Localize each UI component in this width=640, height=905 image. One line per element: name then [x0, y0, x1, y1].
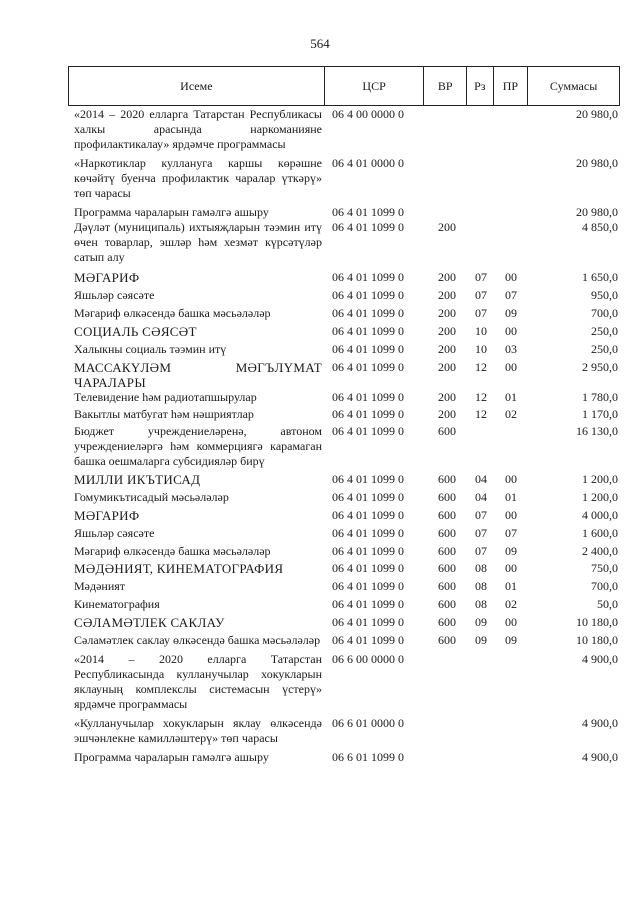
cell-sum: 1 200,0 — [582, 490, 618, 504]
cell-csr: 06 6 01 1099 0 — [332, 750, 404, 764]
header-vr: ВР — [424, 67, 466, 105]
cell-rz: 08 — [475, 579, 487, 593]
cell-vr: 600 — [438, 424, 456, 438]
cell-vr: 200 — [438, 288, 456, 302]
cell-pr: 00 — [505, 615, 517, 629]
cell-csr: 06 4 01 1099 0 — [332, 407, 404, 421]
cell-name: Мәгариф өлкәсендә башка мәсьәләләр — [74, 544, 271, 558]
cell-pr: 02 — [505, 597, 517, 611]
table-row — [68, 342, 620, 357]
cell-vr: 600 — [438, 526, 456, 540]
cell-rz: 08 — [475, 561, 487, 575]
cell-rz: 07 — [475, 306, 487, 320]
cell-csr: 06 4 01 1099 0 — [332, 526, 404, 540]
cell-name: Сәламәтлек саклау өлкәсендә башка мәсьәләләр — [74, 633, 321, 647]
cell-sum: 250,0 — [591, 342, 618, 356]
cell-rz: 07 — [475, 526, 487, 540]
table-row — [68, 360, 620, 390]
cell-csr: 06 4 01 1099 0 — [332, 579, 404, 593]
cell-vr: 200 — [438, 324, 456, 338]
cell-name: Яшьләр сәясәте — [74, 288, 155, 302]
cell-csr: 06 4 01 1099 0 — [332, 490, 404, 504]
cell-name: Кинематография — [74, 597, 160, 611]
cell-name: Телевидение һәм радиотапшырулар — [74, 390, 257, 404]
cell-pr: 00 — [505, 472, 517, 486]
cell-vr: 200 — [438, 270, 456, 284]
cell-sum: 10 180,0 — [576, 633, 618, 647]
cell-rz: 07 — [475, 544, 487, 558]
table-row — [68, 544, 620, 559]
cell-name: Яшьләр сәясәте — [74, 526, 155, 540]
cell-sum: 2 400,0 — [582, 544, 618, 558]
table-row — [68, 407, 620, 422]
cell-pr: 00 — [505, 360, 517, 374]
cell-vr: 600 — [438, 615, 456, 629]
cell-sum: 4 850,0 — [582, 220, 618, 234]
cell-name: Дәүләт (муниципаль) ихтыяҗларын тәэмин итү өчен товарлар, эшләр һәм хезмәт күрсәтүләр сатып алу — [74, 220, 322, 264]
cell-vr: 600 — [438, 544, 456, 558]
cell-rz: 07 — [475, 288, 487, 302]
cell-vr: 600 — [438, 579, 456, 593]
table-body — [68, 107, 620, 765]
cell-rz: 08 — [475, 597, 487, 611]
cell-pr: 00 — [505, 270, 517, 284]
table-row — [68, 424, 620, 469]
cell-csr: 06 4 01 0000 0 — [332, 156, 404, 170]
cell-vr: 600 — [438, 597, 456, 611]
cell-sum: 10 180,0 — [576, 615, 618, 629]
cell-sum: 20 980,0 — [576, 156, 618, 170]
table-row — [68, 205, 620, 220]
cell-sum: 700,0 — [591, 306, 618, 320]
cell-sum: 1 170,0 — [582, 407, 618, 421]
cell-csr: 06 4 01 1099 0 — [332, 597, 404, 611]
cell-sum: 1 650,0 — [582, 270, 618, 284]
cell-sum: 250,0 — [591, 324, 618, 338]
cell-sum: 20 980,0 — [576, 205, 618, 219]
cell-sum: 4 900,0 — [582, 750, 618, 764]
table-row — [68, 750, 620, 765]
cell-vr: 200 — [438, 220, 456, 234]
cell-name: Программа чараларын гамәлгә ашыру — [74, 205, 269, 219]
cell-name: Гомумикътисадый мәсьәләләр — [74, 490, 229, 504]
cell-csr: 06 4 01 1099 0 — [332, 205, 404, 219]
cell-rz: 07 — [475, 508, 487, 522]
cell-vr: 600 — [438, 472, 456, 486]
cell-csr: 06 4 01 1099 0 — [332, 288, 404, 302]
cell-csr: 06 4 01 1099 0 — [332, 424, 404, 438]
cell-rz: 04 — [475, 490, 487, 504]
table-row — [68, 490, 620, 505]
cell-pr: 00 — [505, 508, 517, 522]
cell-name: МӘГАРИФ — [74, 508, 140, 523]
cell-csr: 06 4 01 1099 0 — [332, 390, 404, 404]
cell-name: СӘЛАМӘТЛЕК САКЛАУ — [74, 615, 225, 630]
cell-vr: 200 — [438, 390, 456, 404]
cell-sum: 750,0 — [591, 561, 618, 575]
table-row — [68, 597, 620, 612]
table-header — [68, 66, 620, 106]
cell-name: МАССАКҮЛӘМ МӘГЪЛҮМАТ ЧАРАЛАРЫ — [74, 360, 322, 390]
cell-csr: 06 4 01 1099 0 — [332, 342, 404, 356]
cell-pr: 07 — [505, 288, 517, 302]
page-number: 564 — [310, 36, 330, 51]
cell-name: «2014 – 2020 елларга Татарстан Республикасында кулланучылар хокукларын яклауның комплекслы системасын үстерү» ярдәмче программасы — [74, 652, 322, 711]
cell-vr: 600 — [438, 508, 456, 522]
cell-csr: 06 4 01 1099 0 — [332, 472, 404, 486]
cell-rz: 12 — [475, 407, 487, 421]
table-row — [68, 561, 620, 576]
table-row — [68, 579, 620, 594]
cell-rz: 04 — [475, 472, 487, 486]
cell-csr: 06 4 01 1099 0 — [332, 615, 404, 629]
cell-vr: 200 — [438, 306, 456, 320]
cell-pr: 03 — [505, 342, 517, 356]
cell-sum: 1 780,0 — [582, 390, 618, 404]
cell-sum: 700,0 — [591, 579, 618, 593]
cell-pr: 01 — [505, 490, 517, 504]
cell-sum: 16 130,0 — [576, 424, 618, 438]
cell-csr: 06 4 01 1099 0 — [332, 544, 404, 558]
cell-name: СОЦИАЛЬ СӘЯСӘТ — [74, 324, 197, 339]
cell-name: «Кулланучылар хокукларын яклау өлкәсендә эшчәнлекне камилләштерү» төп чарасы — [74, 716, 322, 745]
cell-sum: 1 600,0 — [582, 526, 618, 540]
cell-pr: 07 — [505, 526, 517, 540]
cell-csr: 06 4 01 1099 0 — [332, 508, 404, 522]
cell-sum: 4 000,0 — [582, 508, 618, 522]
header-name: Исеме — [69, 67, 325, 105]
table-row — [68, 306, 620, 321]
header-csr: ЦСР — [325, 67, 425, 105]
cell-pr: 09 — [505, 306, 517, 320]
cell-name: Халыкны социаль тәэмин итү — [74, 342, 227, 356]
cell-rz: 10 — [475, 342, 487, 356]
cell-name: МӘДӘНИЯТ, КИНЕМАТОГРАФИЯ — [74, 561, 284, 576]
table-row — [68, 270, 620, 285]
cell-rz: 10 — [475, 324, 487, 338]
cell-name: Мәгариф өлкәсендә башка мәсьәләләр — [74, 306, 271, 320]
table-row — [68, 156, 620, 201]
cell-name: Бюджет учреждениеләренә, автоном учреждениеләргә һәм коммерциягә карамаган башка оешмаларга субсидияләр бирү — [74, 424, 322, 468]
cell-csr: 06 4 01 1099 0 — [332, 306, 404, 320]
table-row — [68, 615, 620, 630]
cell-csr: 06 4 00 0000 0 — [332, 107, 404, 121]
cell-name: Мәдәният — [74, 579, 126, 593]
cell-csr: 06 6 01 0000 0 — [332, 716, 404, 730]
cell-vr: 200 — [438, 360, 456, 374]
cell-name: МИЛЛИ ИКЪТИСАД — [74, 472, 201, 487]
cell-pr: 09 — [505, 544, 517, 558]
cell-sum: 4 900,0 — [582, 652, 618, 666]
cell-rz: 12 — [475, 390, 487, 404]
cell-name: Вакытлы матбугат һәм нәшриятлар — [74, 407, 254, 421]
table-row — [68, 526, 620, 541]
cell-vr: 200 — [438, 407, 456, 421]
cell-csr: 06 4 01 1099 0 — [332, 633, 404, 647]
table-row — [68, 652, 620, 712]
table-row — [68, 508, 620, 523]
cell-name: «Наркотиклар куллануга каршы көрәшне көчәйтү буенча профилактик чаралар үткәрү» төп чарасы — [74, 156, 322, 200]
cell-pr: 02 — [505, 407, 517, 421]
cell-rz: 07 — [475, 270, 487, 284]
cell-sum: 4 900,0 — [582, 716, 618, 730]
table-row — [68, 288, 620, 303]
table-row — [68, 324, 620, 339]
cell-csr: 06 4 01 1099 0 — [332, 360, 404, 374]
cell-vr: 600 — [438, 490, 456, 504]
table-row — [68, 107, 620, 152]
header-pr: ПР — [494, 67, 529, 105]
cell-csr: 06 4 01 1099 0 — [332, 324, 404, 338]
cell-vr: 600 — [438, 561, 456, 575]
cell-pr: 00 — [505, 324, 517, 338]
cell-csr: 06 6 00 0000 0 — [332, 652, 404, 666]
header-sum: Суммасы — [549, 78, 598, 93]
cell-name: Программа чараларын гамәлгә ашыру — [74, 750, 269, 764]
cell-name: «2014 – 2020 елларга Татарстан Республикасы халкы арасында наркоманияне профилактикалау» ярдәмче программасы — [74, 107, 322, 151]
table-row — [68, 716, 620, 746]
cell-csr: 06 4 01 1099 0 — [332, 270, 404, 284]
cell-vr: 200 — [438, 342, 456, 356]
cell-sum: 20 980,0 — [576, 107, 618, 121]
table-row — [68, 220, 620, 265]
cell-csr: 06 4 01 1099 0 — [332, 561, 404, 575]
cell-pr: 09 — [505, 633, 517, 647]
cell-pr: 01 — [505, 390, 517, 404]
table-row — [68, 633, 620, 648]
cell-pr: 01 — [505, 579, 517, 593]
cell-name: МӘГАРИФ — [74, 270, 140, 285]
table-row — [68, 390, 620, 405]
cell-vr: 600 — [438, 633, 456, 647]
cell-csr: 06 4 01 1099 0 — [332, 220, 404, 234]
cell-sum: 950,0 — [591, 288, 618, 302]
cell-rz: 09 — [475, 633, 487, 647]
header-rz: Рз — [467, 67, 494, 105]
cell-sum: 2 950,0 — [582, 360, 618, 374]
cell-pr: 00 — [505, 561, 517, 575]
cell-sum: 50,0 — [597, 597, 618, 611]
table-row — [68, 472, 620, 487]
cell-rz: 12 — [475, 360, 487, 374]
cell-rz: 09 — [475, 615, 487, 629]
cell-sum: 1 200,0 — [582, 472, 618, 486]
